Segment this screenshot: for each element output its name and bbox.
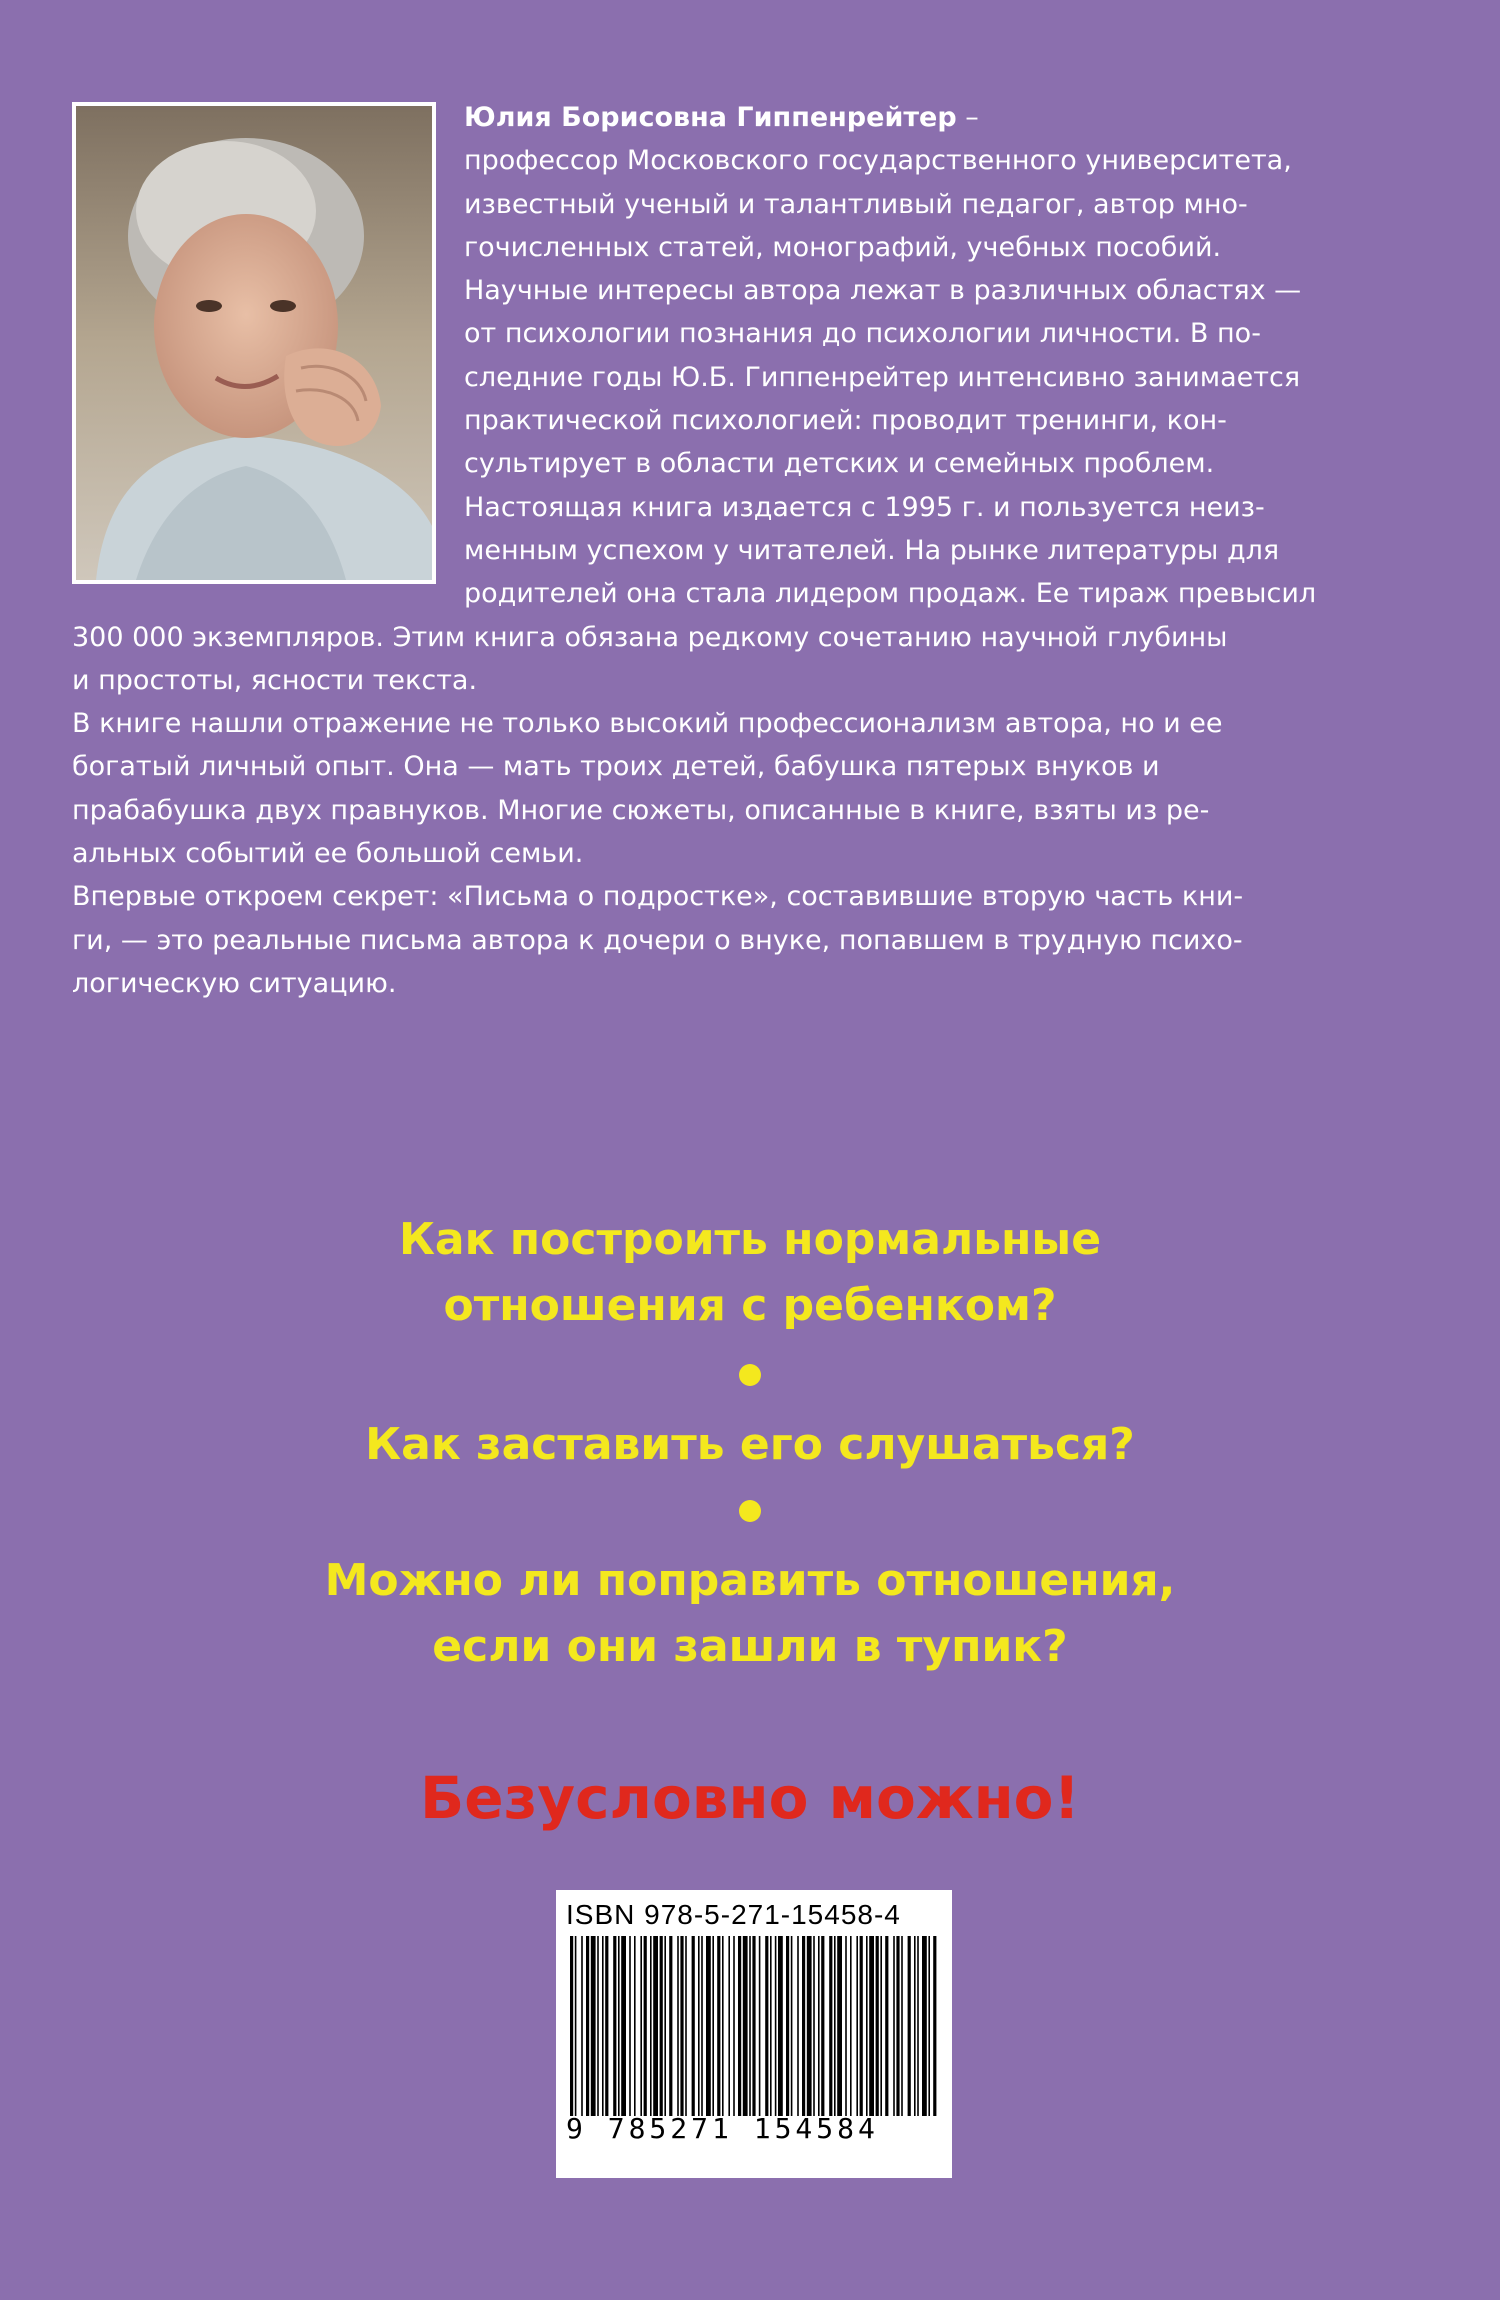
barcode-bar (813, 1936, 815, 2116)
ean-digits: 9 785271 154584 (566, 2112, 879, 2145)
barcode-bar (706, 1936, 711, 2116)
barcode-bar (775, 1936, 777, 2116)
barcode-bar (752, 1936, 755, 2116)
barcode-bar (613, 1936, 616, 2116)
bio-full-line-7: ги, — это реальные письма автора к дочери о внуке, попавшем в трудную психо- (72, 924, 1243, 956)
barcode-bar (743, 1936, 748, 2116)
barcode-bar (605, 1936, 608, 2116)
barcode-bar (618, 1936, 620, 2116)
bio-line-7: практической психологией: проводит тренинги, кон- (464, 405, 1227, 437)
barcode-bar (680, 1936, 683, 2116)
question-3-line-1: Можно ли поправить отношения, (324, 1555, 1176, 1606)
barcode-bar (856, 1936, 858, 2116)
barcode-bar (866, 1936, 868, 2116)
barcode-bar (908, 1936, 911, 2116)
barcode-bar (597, 1936, 599, 2116)
barcode-bar (869, 1936, 874, 2116)
barcode-bar (650, 1936, 652, 2116)
barcode-bar (829, 1936, 832, 2116)
bio-line-3: гочисленных статей, монографий, учебных пособий. (464, 231, 1222, 263)
barcode-bar (837, 1936, 842, 2116)
barcode-bar (933, 1936, 936, 2116)
barcode-bar (834, 1936, 836, 2116)
bio-line-2: известный ученый и талантливый педагог, автор мно- (464, 188, 1248, 220)
barcode-bar (701, 1936, 703, 2116)
barcode-bar (722, 1936, 724, 2116)
barcode-bar (677, 1936, 679, 2116)
barcode-bar (664, 1936, 666, 2116)
bio-full-line-1: и простоты, ясности текста. (72, 664, 478, 696)
barcode-bar (850, 1936, 852, 2116)
barcode-bar (778, 1936, 783, 2116)
barcode-bar (845, 1936, 847, 2116)
bullet-dot-2 (739, 1500, 761, 1522)
bio-full-line-8: логическую ситуацию. (72, 967, 397, 999)
barcode-bar (807, 1936, 812, 2116)
isbn-text: ISBN 978-5-271-15458-4 (566, 1899, 901, 1930)
question-1-line-2: отношения с ребенком? (443, 1280, 1057, 1331)
bio-line-10: менным успехом у читателей. На рынке литературы для (464, 534, 1280, 566)
barcode-bar (759, 1936, 761, 2116)
barcode-bar (692, 1936, 695, 2116)
barcode-bar (653, 1936, 658, 2116)
barcode-bar (629, 1936, 631, 2116)
barcode-bar (634, 1936, 636, 2116)
question-1-line-1: Как построить нормальные (398, 1214, 1102, 1265)
barcode-bars (566, 1936, 942, 2116)
barcode-bar (717, 1936, 720, 2116)
barcode-bar (570, 1936, 573, 2116)
bio-line-9: Настоящая книга издается с 1995 г. и пользуется неиз- (464, 491, 1265, 523)
bullet-dot-1 (739, 1364, 761, 1386)
barcode-bar (644, 1936, 647, 2116)
barcode-bar (896, 1936, 899, 2116)
barcode-bar (860, 1936, 863, 2116)
bio-line-6: следние годы Ю.Б. Гиппенрейтер интенсивно занимается (464, 361, 1301, 393)
barcode-bar (728, 1936, 730, 2116)
barcode-bar (640, 1936, 642, 2116)
barcode-box (556, 1890, 952, 2178)
bio-line-1: профессор Московского государственного университета, (464, 145, 1292, 177)
barcode-bar (581, 1936, 583, 2116)
barcode-bar (928, 1936, 930, 2116)
bio-line-4: Научные интересы автора лежат в различных областях — (464, 275, 1302, 307)
barcode-bar (821, 1936, 824, 2116)
bio-full-line-5: альных событий ее большой семьи. (72, 838, 584, 870)
barcode-bar (712, 1936, 714, 2116)
barcode-bar (880, 1936, 882, 2116)
barcode-bar (591, 1936, 596, 2116)
bio-full-line-6: Впервые откроем секрет: «Письма о подростке», составившие вторую часть кни- (72, 881, 1244, 913)
slogan: Безусловно можно! (420, 1764, 1080, 1832)
barcode-bar (738, 1936, 741, 2116)
barcode-bar (660, 1936, 663, 2116)
barcode-bar (917, 1936, 919, 2116)
bio-full-line-0: 300 000 экземпляров. Этим книга обязана редкому сочетанию научной глубины (72, 621, 1228, 653)
barcode-bar (818, 1936, 820, 2116)
barcode-bar (749, 1936, 751, 2116)
barcode-bar (669, 1936, 672, 2116)
bio-line-11: родителей она стала лидером продаж. Ее тираж превысил (464, 578, 1317, 610)
bio-line-0: Юлия Борисовна Гиппенрейтер – (464, 102, 979, 133)
barcode-bar (575, 1936, 577, 2116)
barcode-bar (791, 1936, 793, 2116)
question-2: Как заставить его слушаться? (365, 1419, 1135, 1470)
bio-full-line-3: богатый личный опыт. Она — мать троих детей, бабушка пятерых внуков и (72, 751, 1160, 783)
barcode-bar (802, 1936, 805, 2116)
bio-full-line-2: В книге нашли отражение не только высокий профессионализм автора, но и ее (72, 708, 1223, 740)
author-name: Юлия Борисовна Гиппенрейтер (464, 102, 957, 133)
bio-full-line-4: прабабушка двух правнуков. Многие сюжеты, описанные в книге, взяты из ре- (72, 794, 1210, 826)
barcode-bar (621, 1936, 626, 2116)
barcode-bar (885, 1936, 888, 2116)
barcode-bar (770, 1936, 772, 2116)
barcode-bar (914, 1936, 916, 2116)
barcode-bar (602, 1936, 604, 2116)
question-3-line-2: если они зашли в тупик? (432, 1621, 1068, 1672)
bio-line-8: сультирует в области детских и семейных проблем. (464, 448, 1215, 480)
barcode-bar (698, 1936, 700, 2116)
barcode-bar (797, 1936, 799, 2116)
barcode-bar (586, 1936, 589, 2116)
barcode-bar (685, 1936, 687, 2116)
barcode-bar (893, 1936, 895, 2116)
barcode-bar (733, 1936, 735, 2116)
barcode-bar (765, 1936, 768, 2116)
barcode-bar (901, 1936, 903, 2116)
barcode-bar (876, 1936, 879, 2116)
barcode-bar (786, 1936, 789, 2116)
author-bio (72, 96, 1394, 1005)
bio-line-5: от психологии познания до психологии личности. В по- (464, 318, 1261, 350)
barcode-bar (922, 1936, 927, 2116)
